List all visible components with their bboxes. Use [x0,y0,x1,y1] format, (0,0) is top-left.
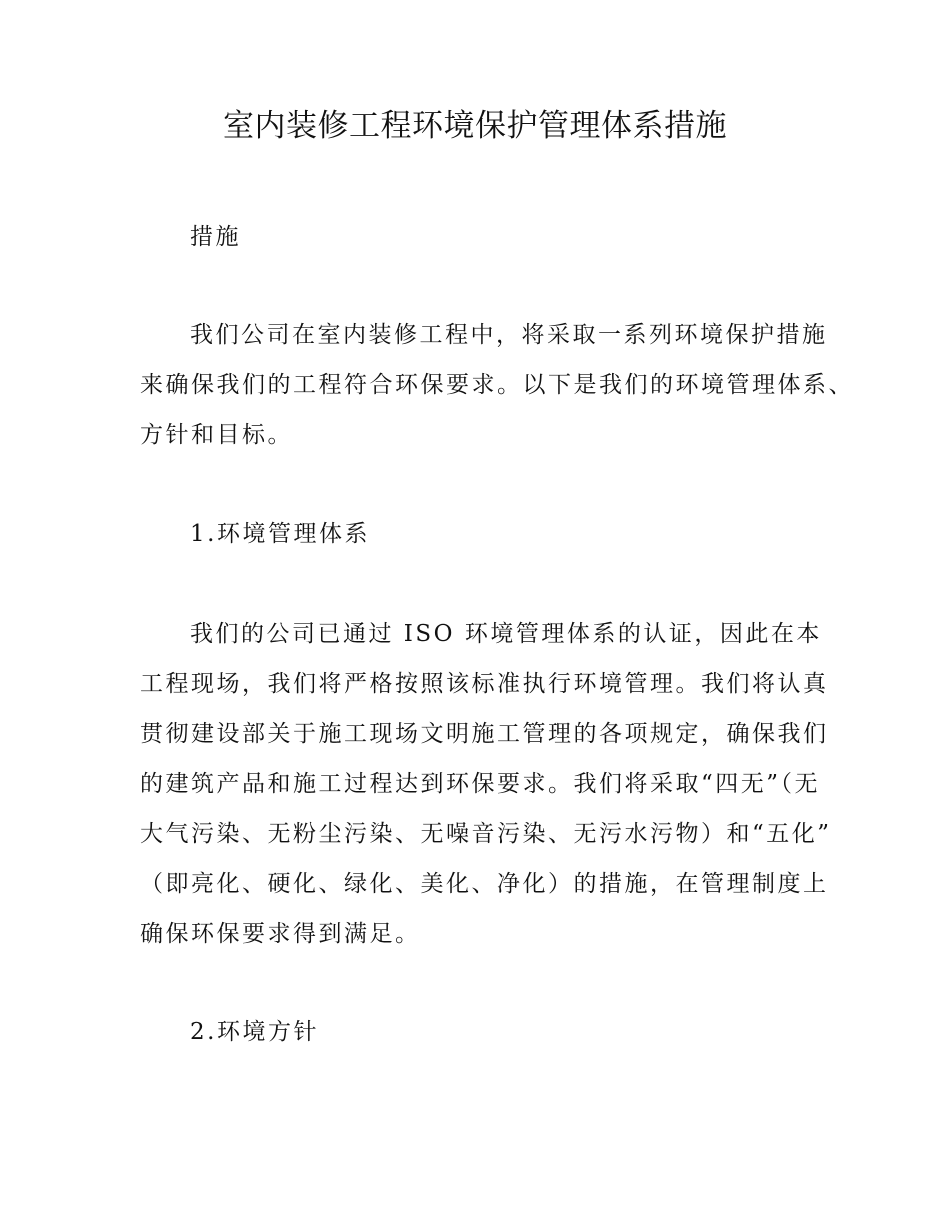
intro-paragraph [140,310,854,460]
intro-line: 我们公司在室内装修工程中，将采取一系列环境保护措施 [190,322,828,348]
paragraph-line: 大气污染、无粉尘污染、无噪音污染、无污水污物）和“五化” [140,821,832,847]
paragraph-line: 工程现场，我们将严格按照该标准执行环境管理。我们将认真 [140,671,829,697]
heading-environment-management-system: 1.环境管理体系 [190,521,370,547]
heading-environment-policy: 2.环境方针 [190,1019,319,1045]
paragraph-line: 我们的公司已通过 ISO 环境管理体系的认证，因此在本 [190,621,822,647]
paragraph-line: 的建筑产品和施工过程达到环保要求。我们将采取“四无”（无 [140,771,821,797]
section-label: 措施 [190,224,241,250]
paragraph-line: 贯彻建设部关于施工现场文明施工管理的各项规定，确保我们 [140,721,829,747]
document-title: 室内装修工程环境保护管理体系措施 [223,108,727,144]
paragraph-environment-management-system [140,609,830,959]
intro-line: 来确保我们的工程符合环保要求。以下是我们的环境管理体系、 [140,372,854,398]
paragraph-line: 确保环保要求得到满足。 [140,921,421,947]
paragraph-line: （即亮化、硬化、绿化、美化、净化）的措施，在管理制度上 [140,871,829,897]
intro-line: 方针和目标。 [140,422,293,448]
